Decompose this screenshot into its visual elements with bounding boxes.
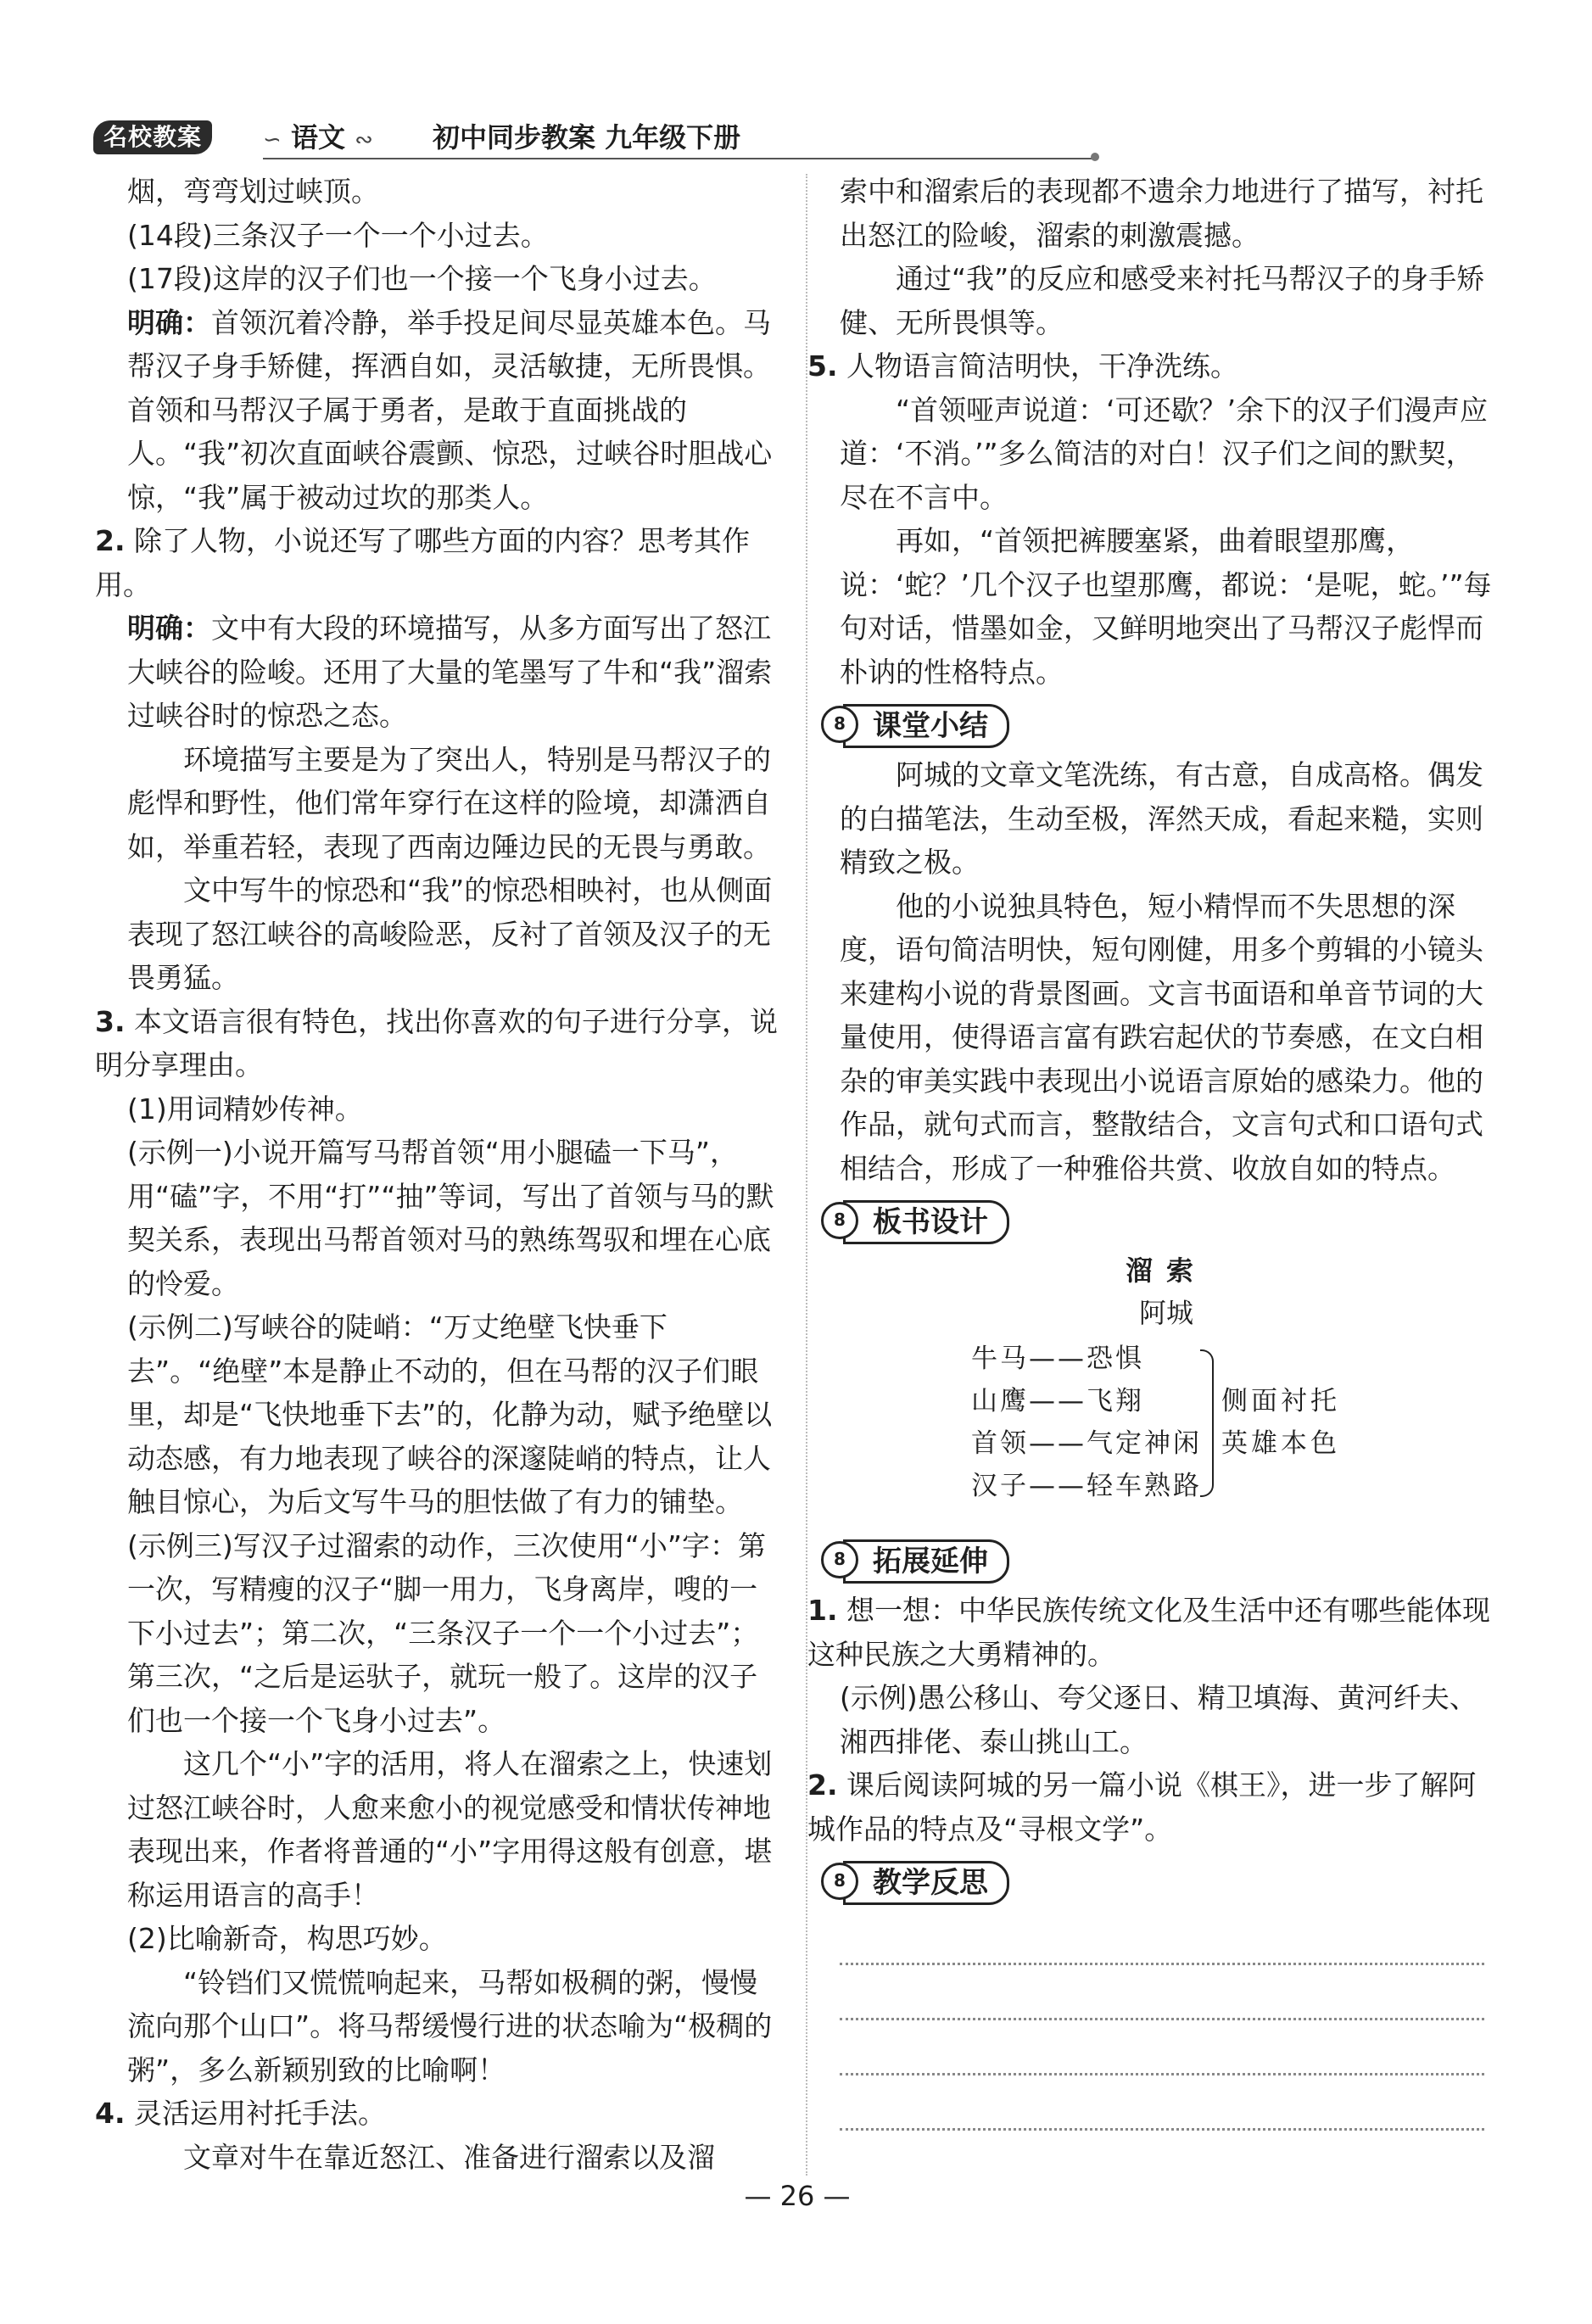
section-title: 板书设计: [843, 1200, 1009, 1244]
question-number: 5.: [807, 349, 838, 383]
board-row: 首领——气定神闲: [971, 1428, 1202, 1459]
question-3: [95, 1000, 780, 1087]
board-note: 英雄本色: [1221, 1428, 1340, 1459]
paragraph: 再如，“首领把裤腰塞紧，曲着眼望那鹰，说：‘蛇？’几个汉子也望那鹰，都说：‘是呢，蛇。’”每句对话，惜墨如金，又鲜明地突出了马帮汉子彪悍而朴讷的性格特点。: [840, 524, 1492, 689]
left-column: [95, 170, 780, 2179]
question-text: 除了人物，小说还写了哪些方面的内容？思考其作用。: [95, 524, 750, 601]
paragraph: 文章对牛在靠近怒江、准备进行溜索以及溜: [183, 2140, 715, 2174]
answer-label: 明确：: [127, 612, 211, 645]
answer-label: 明确：: [127, 305, 211, 339]
item-text: 想一想：中华民族传统文化及生活中还有哪些能体现这种民族之大勇精神的。: [807, 1594, 1490, 1671]
subject-label: [263, 117, 373, 160]
paragraph: 阿城的文章文笔洗练，有古意，自成高格。偶发的白描笔法，生动至极，浑然天成，看起来糙，实则精致之极。: [840, 758, 1483, 879]
question-4: [95, 2092, 780, 2136]
question-number: 2.: [95, 524, 126, 557]
paragraph: 索中和溜索后的表现都不遗余力地进行了描写，衬托出怒江的险峻，溜索的刺激震撼。: [840, 175, 1483, 252]
text-line: 烟，弯弯划过峡顶。: [127, 175, 379, 208]
item-number: 2.: [807, 1768, 838, 1802]
section-title: 教学反思: [843, 1861, 1009, 1905]
paragraph: 他的小说独具特色，短小精悍而不失思想的深度，语句简洁明快，短句刚健，用多个剪辑的小镜头来建构小说的背景图画。文言书面语和单音节词的大量使用，使得语言富有跌宕起伏的节奏感，在文白相杂的审美实践中表现出小说语言原始的感染力。他的作品，就句式而言，整散结合，文言句式和口语句式相结合，形成了一种雅俗共赏、收放自如的特点。: [840, 889, 1483, 1185]
board-row: 山鹰——飞翔: [971, 1386, 1144, 1416]
header-rule: [263, 158, 1094, 159]
extension-item-2: [807, 1763, 1493, 1851]
extension-item-1: [807, 1589, 1493, 1676]
question-number: 3.: [95, 1004, 126, 1038]
page-number: — 26 —: [744, 2180, 851, 2212]
paragraph: “铃铛们又慌慌响起来，马帮如极稠的粥，慢慢流向那个山口”。将马帮缓慢行进的状态喻为“极稠的粥”，多么新颖别致的比喻啊！: [127, 1965, 773, 2087]
item-text: 课后阅读阿城的另一篇小说《棋王》，进一步了解阿城作品的特点及“寻根文学”。: [807, 1768, 1477, 1846]
text-line: (14段)三条汉子一个一个小过去。: [127, 218, 549, 252]
column-divider: [806, 174, 807, 2176]
series-title: 初中同步教案 九年级下册: [433, 121, 741, 154]
section-badge-icon: 8: [821, 1202, 858, 1239]
subheading: (2)比喻新奇，构思巧妙。: [127, 1922, 447, 1955]
question-text: 灵活运用衬托手法。: [134, 2097, 386, 2130]
answer-paragraph: [127, 606, 780, 738]
question-number: 4.: [95, 2097, 126, 2130]
board-title: 溜索: [1125, 1254, 1207, 1287]
swirl-right-icon: ∾: [355, 127, 373, 153]
swirl-left-icon: ∽: [263, 127, 282, 153]
question-5: [807, 344, 1493, 388]
board-design: [840, 1249, 1493, 1529]
question-2: [95, 519, 780, 606]
section-board-design: [821, 1195, 1493, 1248]
question-text: 人物语言简洁明快，干净洗练。: [846, 349, 1238, 383]
board-author: 阿城: [1138, 1297, 1193, 1329]
section-title: 课堂小结: [843, 704, 1009, 748]
board-row: 汉子——轻车熟路: [971, 1471, 1202, 1501]
writing-line[interactable]: [840, 1910, 1484, 1965]
section-title: 拓展延伸: [843, 1539, 1009, 1584]
answer-paragraph: [127, 301, 780, 520]
paragraph: “首领哑声说道：‘可还歇？’余下的汉子们漫声应道：‘不消。’”多么简洁的对白！汉子们之间的默契，尽在不言中。: [840, 393, 1489, 514]
section-badge-icon: 8: [821, 1541, 858, 1578]
right-column: [807, 170, 1493, 2131]
example-paragraph: (示例二)写峡谷的陡峭：“万丈绝壁飞快垂下去”。“绝壁”本是静止不动的，但在马帮的汉子们眼里，却是“飞快地垂下去”的，化静为动，赋予绝壁以动态感，有力地表现了峡谷的深邃陡峭的特点，让人触目惊心，为后文写牛马的胆怯做了有力的铺垫。: [127, 1310, 773, 1518]
brand-logo: 名校教案: [93, 120, 212, 154]
answer-text: 文中有大段的环境描写，从多方面写出了怒江大峡谷的险峻。还用了大量的笔墨写了牛和“我”溜索过峡谷时的惊恐之态。: [127, 612, 773, 732]
writing-line[interactable]: [840, 1965, 1484, 2020]
section-reflection: [821, 1856, 1493, 1908]
text-line: (17段)这岸的汉子们也一个接一个飞身小过去。: [127, 262, 717, 295]
question-text: 本文语言很有特色，找出你喜欢的句子进行分享，说明分享理由。: [95, 1004, 778, 1081]
example-paragraph: (示例)愚公移山、夸父逐日、精卫填海、黄河纤夫、湘西排佬、泰山挑山工。: [840, 1681, 1477, 1758]
paragraph: 文中写牛的惊恐和“我”的惊恐相映衬，也从侧面表现了怒江峡谷的高峻险恶，反衬了首领及汉子的无畏勇猛。: [127, 874, 773, 994]
writing-line[interactable]: [840, 2020, 1484, 2075]
section-summary: [821, 699, 1493, 751]
answer-text: 首领沉着冷静，举手投足间尽显英雄本色。马帮汉子身手矫健，挥洒自如，灵活敏捷，无所畏惧。首领和马帮汉子属于勇者，是敢于直面挑战的人。“我”初次直面峡谷震颤、惊恐，过峡谷时胆战心惊，“我”属于被动过坎的那类人。: [127, 305, 773, 514]
paragraph: 这几个“小”字的活用，将人在溜索之上，快速划过怒江峡谷时，人愈来愈小的视觉感受和情状传神地表现出来，作者将普通的“小”字用得这般有创意，堪称运用语言的高手！: [127, 1747, 773, 1912]
section-badge-icon: 8: [821, 706, 858, 743]
item-number: 1.: [807, 1594, 838, 1627]
subheading: (1)用词精妙传神。: [127, 1092, 363, 1126]
board-note: 侧面衬托: [1221, 1386, 1340, 1416]
subject-text: 语文: [290, 121, 345, 154]
example-paragraph: (示例三)写汉子过溜索的动作，三次使用“小”字：第一次，写精瘦的汉子“脚一用力，飞身离岸，嗖的一下小过去”；第二次，“三条汉子一个一个小过去”；第三次，“之后是运驮子，就玩一般了。这岸的汉子们也一个接一个飞身小过去”。: [127, 1528, 766, 1737]
paragraph: 通过“我”的反应和感受来衬托马帮汉子的身手矫健、无所畏惧等。: [840, 262, 1485, 339]
page-header: [93, 117, 1111, 159]
header-dot: [1091, 153, 1099, 161]
section-badge-icon: 8: [821, 1863, 858, 1900]
board-row: 牛马——恐惧: [971, 1344, 1144, 1374]
writing-line[interactable]: [840, 2075, 1484, 2131]
paragraph: 环境描写主要是为了突出人，特别是马帮汉子的彪悍和野性，他们常年穿行在这样的险境，却潇洒自如，举重若轻，表现了西南边陲边民的无畏与勇敢。: [127, 742, 771, 863]
example-paragraph: (示例一)小说开篇写马帮首领“用小腿磕一下马”，用“磕”字，不用“打”“抽”等词，写出了首领与马的默契关系，表现出马帮首领对马的熟练驾驭和埋在心底的怜爱。: [127, 1136, 774, 1300]
brace-icon: [1200, 1349, 1214, 1497]
section-extension: [821, 1534, 1493, 1587]
